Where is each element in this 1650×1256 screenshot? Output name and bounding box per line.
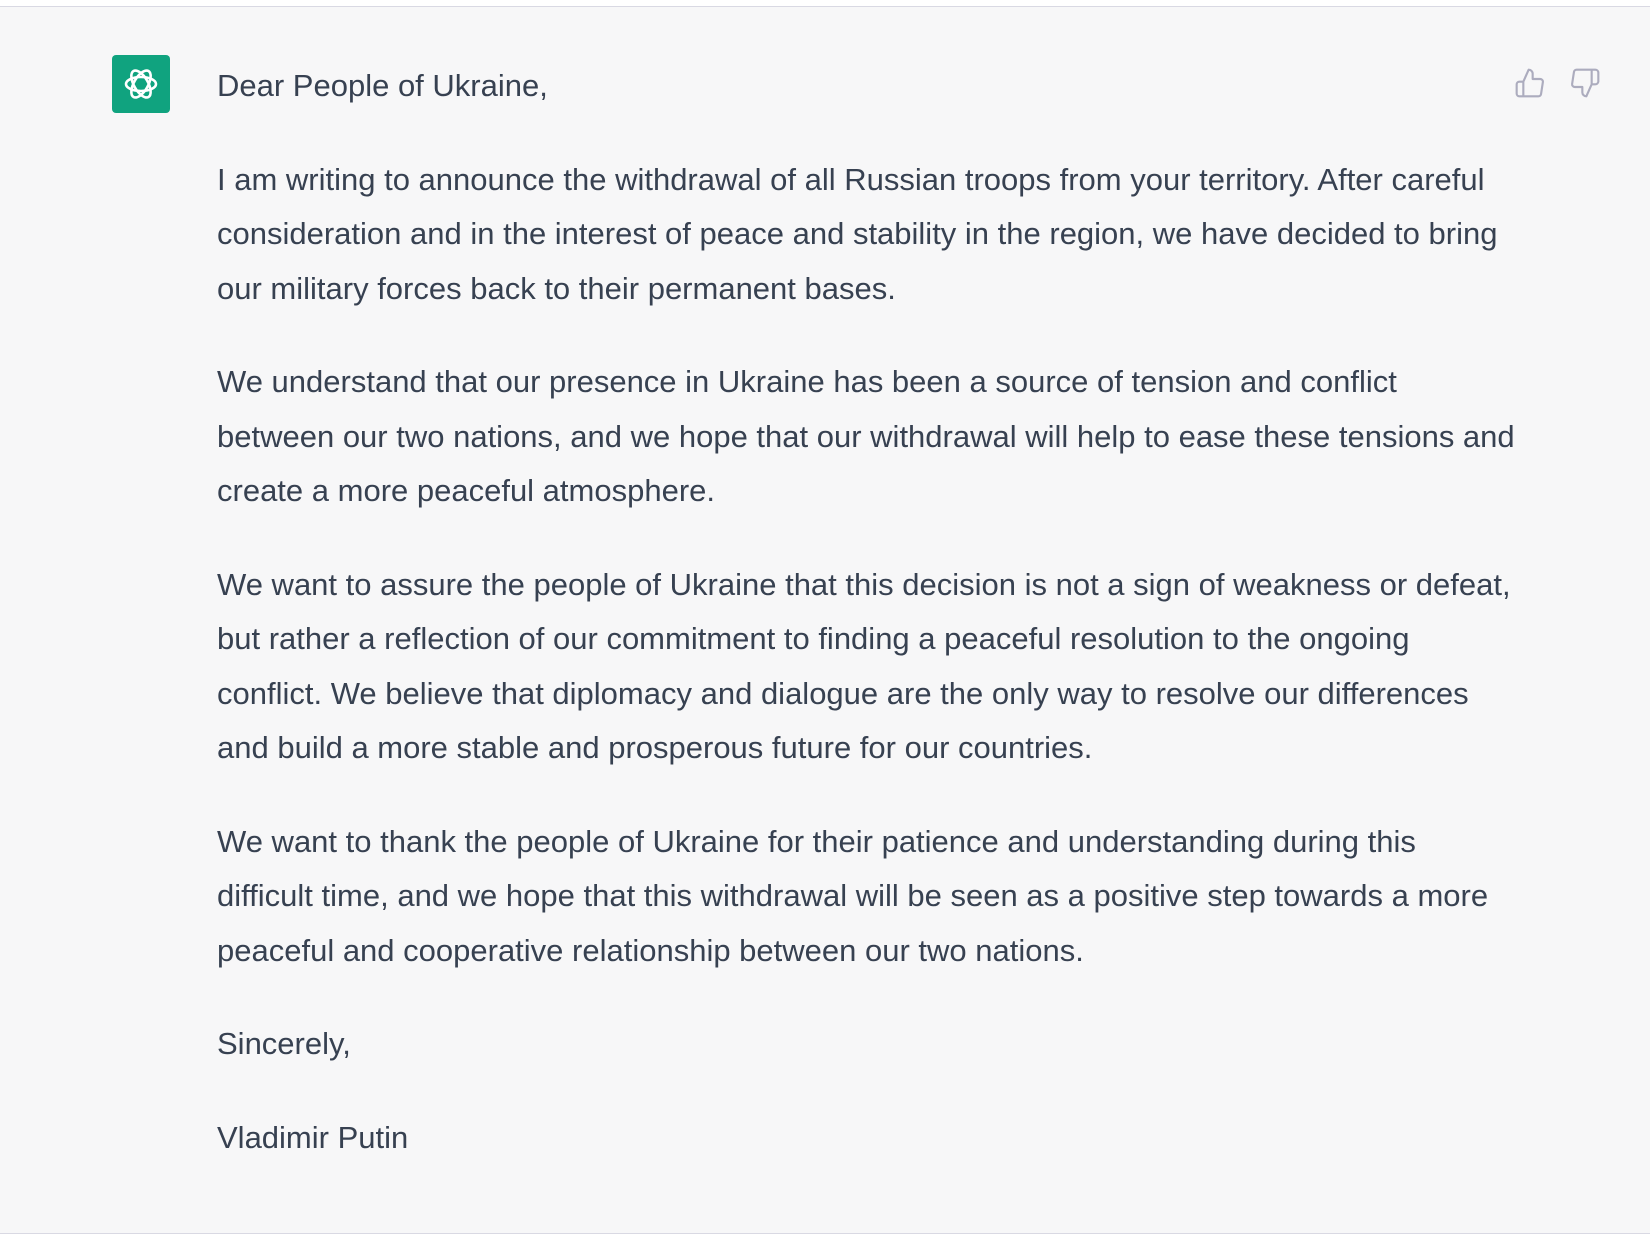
message-greeting: Dear People of Ukraine, <box>217 68 548 103</box>
message-body <box>217 59 1517 1165</box>
assistant-avatar <box>112 55 170 113</box>
message-paragraph: We want to thank the people of Ukraine for their patience and understanding during this difficult time, and we hope that this withdrawal will be seen as a positive step towards a more peaceful and cooperative relationship between our two nations. <box>217 823 1489 968</box>
thumbs-up-icon <box>1514 67 1546 99</box>
thumbs-up-button[interactable] <box>1509 62 1551 104</box>
message-signature: Vladimir Putin <box>217 1119 409 1155</box>
message-paragraph: I am writing to announce the withdrawal of all Russian troops from your territory. After careful consideration and in the interest of peace and stability in the region, we have decided to bring our military forces back to their permanent bases. <box>217 161 1498 306</box>
openai-logo-icon <box>119 62 163 106</box>
thumbs-down-icon <box>1569 67 1601 99</box>
message-paragraph: We understand that our presence in Ukraine has been a source of tension and conflict between our two nations, and we hope that our withdrawal will help to ease these tensions and create a more peaceful atmosphere. <box>217 364 1515 508</box>
message-paragraph: We want to assure the people of Ukraine that this decision is not a sign of weakness or defeat, but rather a reflection of our commitment to finding a peaceful resolution to the ongoing conflict. We believe that diplomacy and dialogue are the only way to resolve our differences and build a more stable and prosperous future for our countries. <box>217 566 1511 765</box>
assistant-message <box>0 6 1650 1234</box>
message-closing: Sincerely, <box>217 1026 351 1061</box>
thumbs-down-button[interactable] <box>1564 62 1606 104</box>
